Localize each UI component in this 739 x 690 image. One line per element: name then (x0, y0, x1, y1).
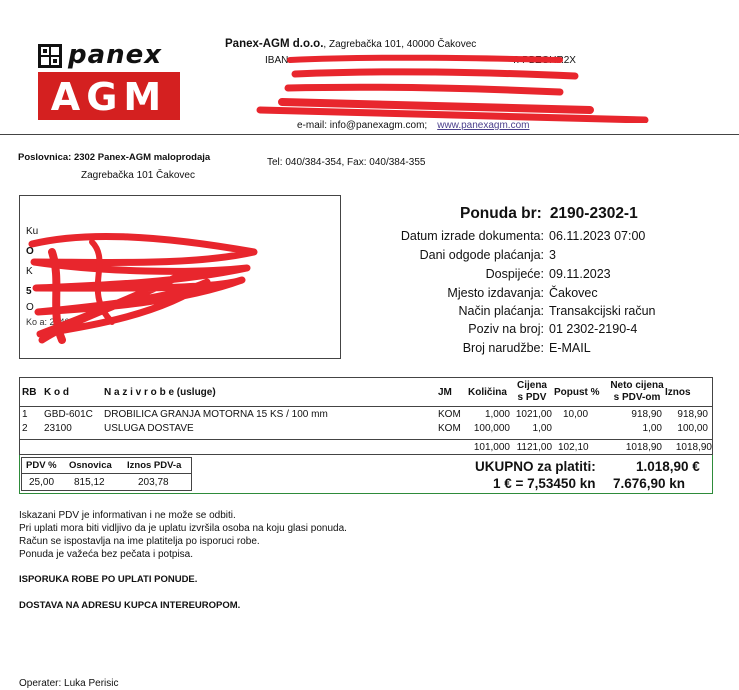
cell-kolicina: 1,000 (484, 409, 510, 420)
col-header-neto: Neto cijena s PDV-om (610, 380, 664, 403)
operator-label: Operater: Luka Perisic (19, 678, 119, 689)
total-popust: 102,10 (558, 442, 589, 453)
col-header-jm: JM (438, 387, 452, 398)
swift-text: T: PBZGHR2X (511, 55, 576, 66)
iban-line (265, 53, 576, 68)
detail-row-date (350, 229, 739, 248)
logo-panex-text: panex (68, 40, 163, 70)
cell-naziv: USLUGA DOSTAVE (104, 423, 194, 434)
total-value-kn: 7.676,90 kn (613, 476, 686, 491)
detail-label: Dani odgode plaćanja: (419, 248, 544, 262)
detail-value: 3 (549, 248, 556, 262)
col-header-popust: Popust % (554, 387, 600, 398)
vat-cell-pdv: 25,00 (29, 477, 55, 488)
customer-box (19, 195, 341, 359)
email-label: e-mail: info@panexagm.com; (297, 120, 428, 131)
vat-header-osnovica: Osnovica (69, 460, 112, 471)
detail-label: Broj narudžbe: (462, 341, 544, 355)
offer-title-label: Ponuda br: (460, 205, 542, 222)
detail-value: E-MAIL (549, 341, 591, 355)
cell-popust: 10,00 (563, 409, 589, 420)
cell-kod: 23100 (44, 423, 72, 434)
logo-agm-text: AGM (50, 75, 168, 119)
detail-value: 01 2302-2190-4 (549, 322, 638, 336)
total-label: UKUPNO za platiti: (475, 459, 596, 474)
company-name: Panex-AGM d.o.o. (225, 38, 324, 50)
note-line: Pri uplati mora biti vidljivo da je uplatu izvršila osoba na koju glasi ponuda. (19, 523, 347, 534)
total-neto: 1018,90 (625, 442, 662, 453)
customer-line-1: Ku (26, 226, 39, 237)
total-kolicina: 101,000 (473, 442, 510, 453)
items-table (19, 377, 713, 455)
note-line: Račun se ispostavlja na ime platitelja po isporuci robe. (19, 536, 260, 547)
detail-label: Poziv na broj: (468, 322, 544, 336)
flag-icon (38, 44, 62, 68)
vat-header-pdv: PDV % (26, 460, 57, 471)
company-address: , Zagrebačka 101, 40000 Čakovec (323, 39, 477, 50)
cell-naziv: DROBILICA GRANJA MOTORNA 15 KS / 100 mm (104, 409, 328, 420)
total-iznos: 1018,90 (675, 442, 712, 453)
col-header-iznos: Iznos (665, 387, 691, 398)
table-header-divider (20, 406, 712, 407)
cell-iznos: 918,90 (677, 409, 708, 420)
table-totals-divider (20, 439, 712, 440)
total-cijena: 1121,00 (516, 442, 552, 453)
detail-row-due-date (350, 267, 739, 286)
detail-row-place (350, 286, 739, 305)
cell-rb: 1 (22, 409, 28, 420)
detail-value: 09.11.2023 (549, 267, 611, 281)
detail-label: Datum izrade dokumenta: (400, 229, 544, 243)
branch-address: Zagrebačka 101 Čakovec (81, 170, 195, 181)
shipping-note: DOSTAVA NA ADRESU KUPCA INTEREUROPOM. (19, 600, 241, 611)
col-header-naziv: N a z i v r o b e (usluge) (104, 387, 216, 398)
vat-divider (22, 473, 191, 474)
offer-title (460, 205, 638, 223)
offer-number: 2190-2302-1 (549, 205, 638, 222)
branch-phone: Tel: 040/384-354, Fax: 040/384-355 (267, 157, 426, 168)
delivery-note: ISPORUKA ROBE PO UPLATI PONUDE. (19, 574, 198, 585)
iban-label: IBAN: (265, 55, 292, 66)
email-line (297, 118, 529, 133)
col-header-kolicina: Količina (468, 387, 507, 398)
cell-cijena: 1,00 (532, 423, 552, 434)
vat-cell-iznos: 203,78 (138, 477, 169, 488)
branch-title: Poslovnica: 2302 Panex-AGM maloprodaja (18, 152, 211, 163)
header-divider (0, 134, 739, 135)
cell-iznos: 100,00 (677, 423, 708, 434)
vat-cell-osnovica: 815,12 (74, 477, 105, 488)
website-link[interactable]: www.panexagm.com (437, 120, 530, 131)
cell-jm: KOM (438, 423, 461, 434)
total-value: 1.018,90 € (636, 459, 700, 474)
col-header-cijena: Cijena s PDV (516, 380, 547, 403)
cell-neto: 1,00 (642, 423, 662, 434)
cell-rb: 2 (22, 423, 28, 434)
cell-jm: KOM (438, 409, 461, 420)
detail-value: 06.11.2023 07:00 (549, 229, 646, 243)
customer-line-6: Ko a: 22407 (26, 317, 75, 327)
exchange-rate-label: 1 € = 7,53450 kn (493, 476, 596, 491)
cell-kod: GBD-601C (44, 409, 93, 420)
col-header-rb: RB (22, 387, 37, 398)
detail-label: Dospijeće: (485, 267, 544, 281)
detail-value: Čakovec (549, 286, 598, 300)
customer-line-4: 5 (26, 286, 32, 297)
logo-panex-row (38, 42, 180, 70)
detail-label: Način plaćanja: (458, 304, 544, 318)
vat-header-iznos: Iznos PDV-a (127, 460, 182, 471)
note-line: Iskazani PDV je informativan i ne može se odbiti. (19, 510, 236, 521)
logo-agm-box (38, 72, 180, 120)
detail-row-payment-delay (350, 248, 739, 267)
cell-cijena: 1021,00 (515, 409, 552, 420)
customer-line-3: K (26, 266, 33, 277)
detail-label: Mjesto izdavanja: (447, 286, 544, 300)
company-logo (38, 42, 180, 120)
company-name-line (225, 37, 476, 52)
detail-row-reference (350, 322, 739, 341)
cell-neto: 918,90 (631, 409, 662, 420)
customer-line-2: O (26, 246, 34, 257)
detail-row-order-number (350, 341, 739, 360)
note-line: Ponuda je važeća bez pečata i potpisa. (19, 549, 194, 560)
detail-value: Transakcijski račun (549, 304, 656, 318)
detail-row-payment-method (350, 304, 739, 323)
col-header-kod: K o d (44, 387, 69, 398)
customer-line-5: O (26, 302, 34, 313)
vat-table (21, 457, 192, 491)
cell-kolicina: 100,000 (473, 423, 510, 434)
